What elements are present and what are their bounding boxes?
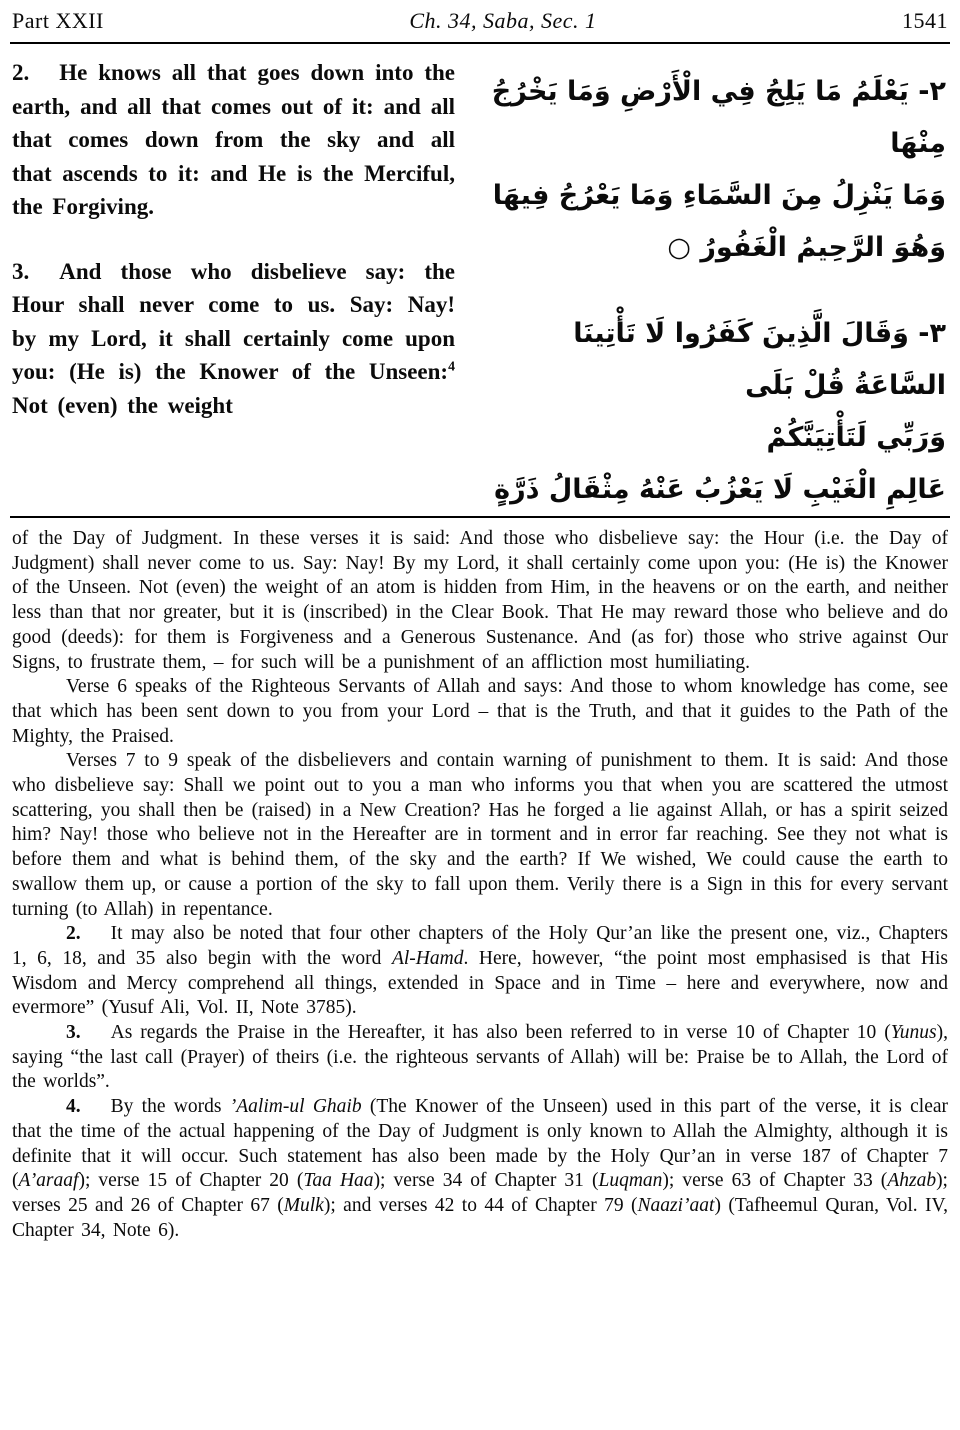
footnote-4: 4. By the words ’Aalim-ul Ghaib (The Knower of the Unseen) used in this part of the verse, it is clear that the time of the actual happening of the Day of Judgment is only known to Allah the Almighty, although it is definite that it will occur. Such statement has also been made by the Holy Qur’an in verse 187 of Chapter 7 (A’araaf); verse 15 of Chapter 20 (Taa Haa); verse 34 of Chapter 31 (Luqman); verse 63 of Chapter 33 (Ahzab); verses 25 and 26 of Chapter 67 (Mulk); and verses 42 to 44 of Chapter 79 (Naazi’aat) (Tafheemul Quran, Vol. IV, Chapter 34, Note 6).: [12, 1096, 948, 1241]
verse-3-english: [12, 255, 455, 423]
arabic-column: [455, 56, 950, 516]
arabic-line: ٣- وَقَالَ الَّذِينَ كَفَرُوا لَا تَأْتِينَا: [573, 318, 946, 349]
arabic-line: وَمَا يَنْزِلُ مِنَ السَّمَاءِ وَمَا يَعْرُجُ فِيهَا: [492, 180, 946, 211]
arabic-line: ٢- يَعْلَمُ مَا يَلِجُ فِي الْأَرْضِ وَمَا يَخْرُجُ مِنْهَا: [491, 76, 946, 159]
verse-3-number: 3.: [12, 258, 30, 284]
footnote-2: 2. It may also be noted that four other chapters of the Holy Qur’an like the present one, viz., Chapters 1, 6, 18, and 35 also begin with the word Al-Hamd. Here, however, “the point most emphasised is that His Wisdom and Mercy comprehend all things, extended in Space and in Time – here and everywhere, now and evermore” (Yusuf Ali, Vol. II, Note 3785).: [12, 923, 948, 1019]
footnote-3: 3. As regards the Praise in the Hereafter, it has also been referred to in verse 10 of Chapter 10 (Yunus), saying “the last call (Prayer) of theirs (i.e. the righteous servants of Allah) will be: Praise be to Allah, the Lord of the worlds”.: [12, 1022, 948, 1093]
commentary-paragraph-continuation: of the Day of Judgment. In these verses it is said: And those who disbelieve say: the Hour (i.e. the Day of Judgment) shall never come to us. Say: Nay! By my Lord, it shall certainly come upon you: (He is) the Knower of the Unseen. Not (even) the weight of an atom is hidden from Him, in the heavens or on the earth, and neither less than that nor greater, but it is (inscribed) in the Clear Book. That He may reward those who believe and do good (deeds): for them is Forgiveness and a Generous Sustenance. And (as for) those who strive against Our Signs, to frustrate them, – for such will be a punishment of an affliction most humiliating.: [12, 528, 948, 673]
commentary-paragraph-verse-6: Verse 6 speaks of the Righteous Servants of Allah and says: And those to whom knowledge has come, see that which has been sent down to you from your Lord – that is the Truth, and that it guides to the Path of the Mighty, the Praised.: [12, 676, 948, 747]
verse-2-english: [12, 56, 455, 224]
arabic-line: السَّاعَةُ قُلْ بَلَى: [745, 370, 946, 401]
part-label: Part XXII: [12, 8, 104, 33]
verse-3-arabic: [461, 308, 946, 516]
verse-3-text: And those who disbelieve say: the Hour shall never come to us. Say: Nay! by my Lord, it shall certainly come upon you: (He is) the Knower of the Unseen:$^4$ Not (even) the weight: [12, 258, 455, 418]
page-header: [10, 6, 950, 42]
verse-2-number: 2.: [12, 60, 30, 85]
verse-2-arabic: [461, 66, 946, 274]
verse-2-text: He knows all that goes down into the earth, and all that comes out of it: and all that comes down from the sky and all that ascends to it: and He is the Merciful, the Forgiving.: [12, 60, 455, 219]
page-number: 1541: [901, 8, 948, 33]
translation-section: [10, 44, 950, 516]
arabic-line: عَالِمِ الْغَيْبِ لَا يَعْزُبُ عَنْهُ مِثْقَالُ ذَرَّةٍ: [494, 474, 946, 505]
commentary-paragraph-verses-7-9: Verses 7 to 9 speak of the disbelievers and contain warning of punishment to them. It is said: And those who disbelieve say: Shall we point out to you a man who informs you that when you are scattered the utmost scattering, you shall then be (raised) in a New Creation? Has he forged a lie against Allah, or has a spirit seized him? Nay! those who believe not in the Hereafter are in torment and in error far reaching. See they not what is before them and what is behind them, of the sky and the earth? If We wished, We could cause the earth to swallow them up, or cause a portion of the sky to fall upon them. Verily there is a Sign in this for every servant turning (to Allah) in repentance.: [12, 750, 948, 920]
english-column: [10, 56, 455, 516]
arabic-line: وَهُوَ الرَّحِيمُ الْغَفُورُ ○: [667, 232, 946, 263]
chapter-heading: Ch. 34, Saba, Sec. 1: [409, 8, 597, 33]
commentary-section: [10, 518, 950, 1243]
arabic-line: وَرَبِّي لَتَأْتِيَنَّكُمْ: [766, 422, 946, 453]
